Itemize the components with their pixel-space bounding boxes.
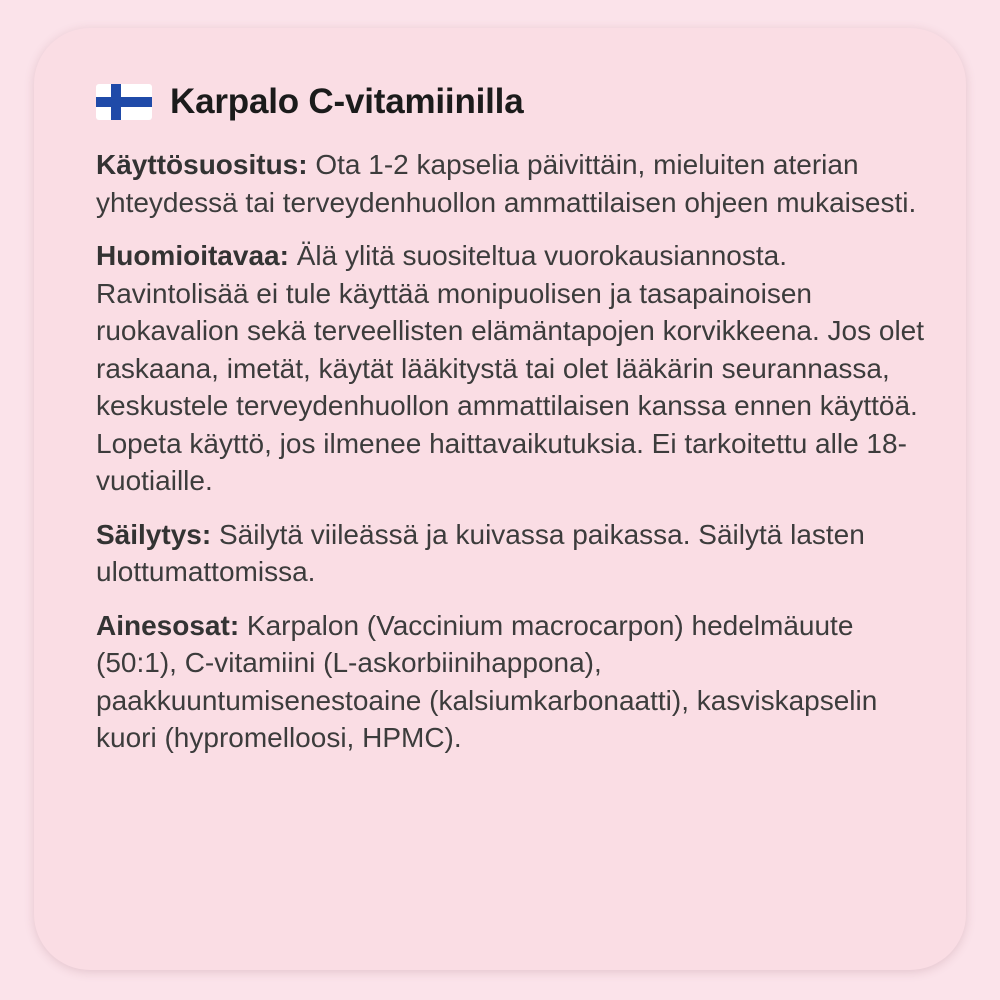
ingredients-text: Karpalon (Vaccinium macrocarpon) hedelmäuute (50:1), C-vitamiini (L-askorbiinihappona), paakkuuntumisenestoaine (kalsiumkarbonaatti), kasviskapselin kuori (hypromelloosi, HPMC). [96,609,878,753]
warnings-section [96,237,926,500]
storage-section [96,516,926,591]
usage-label: Käyttösuositus: [96,149,308,180]
warnings-text: Älä ylitä suositeltua vuorokausiannosta. Ravintolisää ei tule käyttää monipuolisen ja tasapainoisen ruokavalion sekä terveellisten elämäntapojen korvikkeena. Jos olet raskaana, imetät, käytät lääkitystä tai olet lääkärin seurannassa, keskustele terveydenhuollon ammattilaisen kanssa ennen käyttöä. Lopeta käyttö, jos ilmenee haittavaikutuksia. Ei tarkoitettu alle 18-vuotiaille. [96,240,925,496]
ingredients-section [96,607,926,757]
warnings-label: Huomioitavaa: [96,240,289,271]
ingredients-label: Ainesosat: [96,609,240,641]
storage-text: Säilytä viileässä ja kuivassa paikassa. Säilytä lasten ulottumattomissa. [96,518,865,587]
info-card [34,28,966,970]
storage-label: Säilytys: [96,518,212,550]
usage-text: Ota 1-2 kapselia päivittäin, mieluiten aterian yhteydessä tai terveydenhuollon ammattilaisen ohjeen mukaisesti. [96,149,917,218]
usage-section [96,146,926,221]
finland-flag-icon [96,84,152,120]
product-title: Karpalo C-vitamiinilla [170,82,524,121]
card-header [96,80,926,124]
